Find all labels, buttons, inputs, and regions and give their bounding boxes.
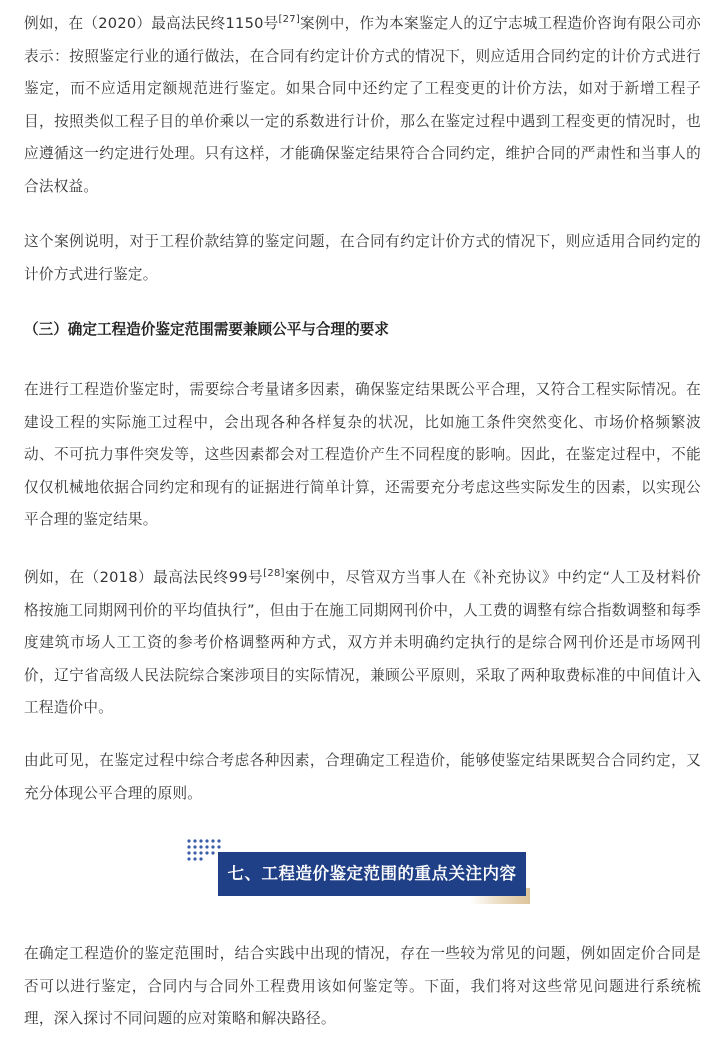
case-intro-text: 例如，在（2018）最高法民终99号 <box>24 569 264 586</box>
paragraph-case-2018 <box>24 562 701 725</box>
case-body-text: 案例中，尽管双方当事人在《补充协议》中约定“人工及材料价格按施工同期网刊价的平均值执行”，但由于在施工同期网刊价中，人工费的调整有综合指数调整和每季度建筑市场人工工资的参考价格调整两种方式，双方并未明确约定执行的是综合网刊价还是市场网刊价，辽宁省高级人民法院综合案涉项目的实际情况，兼顾公平原则，采取了两种取费标准的中间值计入工程造价中。 <box>24 569 701 716</box>
paragraph-conclusion: 由此可见，在鉴定过程中综合考虑各种因素，合理确定工程造价，能够使鉴定结果既契合合同约定，又充分体现公平合理的原则。 <box>24 752 701 802</box>
footnote-ref-28[interactable]: [28] <box>263 568 285 579</box>
paragraph-case-summary: 这个案例说明，对于工程价款结算的鉴定问题，在合同有约定计价方式的情况下，则应适用合同约定的计价方式进行鉴定。 <box>24 233 701 283</box>
case-intro-text: 例如，在（2020）最高法民终1150号 <box>24 15 279 32</box>
paragraph-fairness: 在进行工程造价鉴定时，需要综合考量诸多因素，确保鉴定结果既公平合理，又符合工程实际情况。在建设工程的实际施工过程中，会出现各种各样复杂的状况，比如施工条件突然变化、市场价格频繁波动、不可抗力事件突发等，这些因素都会对工程造价产生不同程度的影响。因此，在鉴定过程中，不能仅仅机械地依据合同约定和现有的证据进行简单计算，还需要充分考虑这些实际发生的因素，以实现公平合理的鉴定结果。 <box>24 381 701 528</box>
section-banner <box>186 838 530 904</box>
footnote-ref-27[interactable]: [27] <box>278 14 301 25</box>
section-subheading: （三）确定工程造价鉴定范围需要兼顾公平与合理的要求 <box>24 321 389 338</box>
paragraph-section-intro: 在确定工程造价的鉴定范围时，结合实践中出现的情况，存在一些较为常见的问题，例如固定价合同是否可以进行鉴定，合同内与合同外工程费用该如何鉴定等。下面，我们将对这些常见问题进行系统梳理，深入探讨不同问题的应对策略和解决路径。 <box>24 945 701 1027</box>
case-body-text: 案例中，作为本案鉴定人的辽宁志城工程造价咨询有限公司亦表示：按照鉴定行业的通行做法，在合同有约定计价方式的情况下，则应适用合同约定的计价方式进行鉴定，而不应适用定额规范进行鉴定。如果合同中还约定了工程变更的计价方法，如对于新增工程子目，按照类似工程子目的单价乘以一定的系数进行计价，那么在鉴定过程中遇到工程变更的情况时，也应遵循这一约定进行处理。只有这样，才能确保鉴定结果符合合同约定，维护合同的严肃性和当事人的合法权益。 <box>24 15 701 195</box>
paragraph-case-2020 <box>24 8 701 203</box>
section-banner-title: 七、工程造价鉴定范围的重点关注内容 <box>218 852 526 896</box>
